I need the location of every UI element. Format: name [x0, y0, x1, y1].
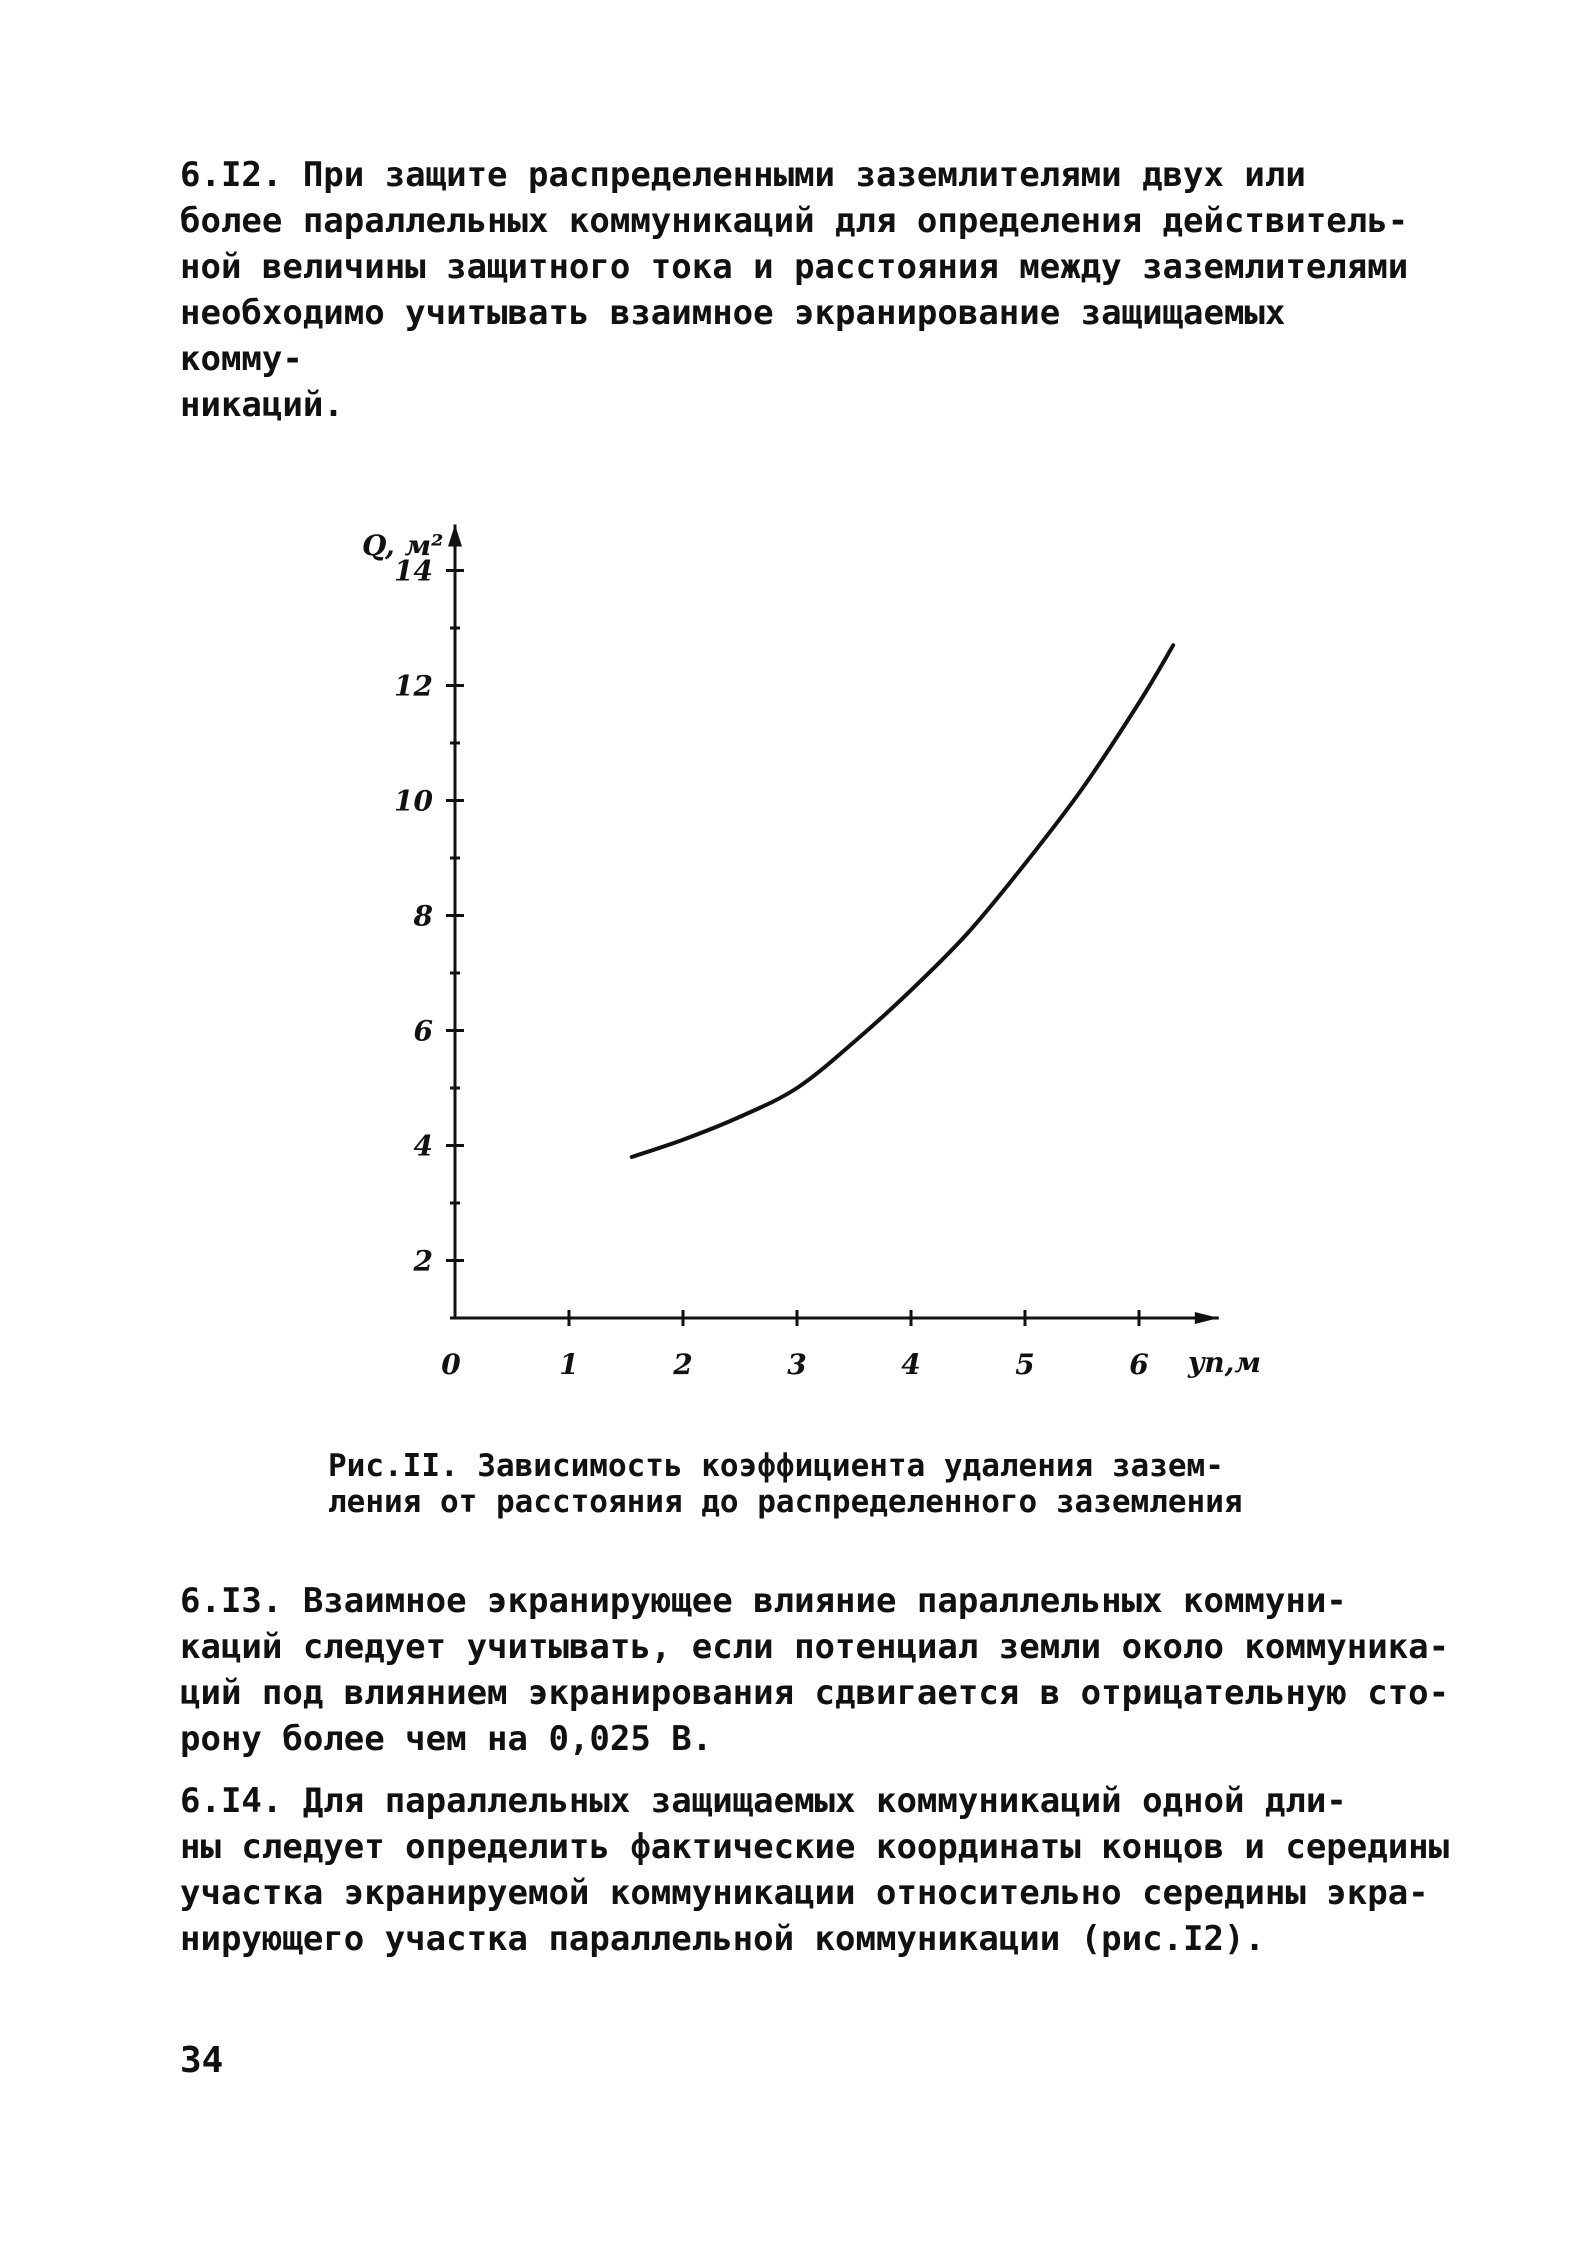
x-tick-label: 0 — [441, 1348, 461, 1381]
chart-axes — [448, 525, 1219, 1325]
y-axis-label: Q, м² — [362, 529, 444, 562]
distance-coefficient-curve — [632, 645, 1173, 1157]
x-tick-label: 2 — [673, 1348, 693, 1381]
y-tick-label: 6 — [413, 1014, 433, 1048]
x-axis-label: yп,м — [1188, 1346, 1261, 1379]
chart-tick-labels — [394, 555, 1149, 1382]
y-tick-label: 2 — [413, 1244, 433, 1278]
y-tick-label: 12 — [394, 669, 433, 703]
paragraph-6-14: 6.I4. Для параллельных защищаемых коммуникаций одной дли- ны следует определить фактические координаты концов и середины участка экранируемой коммуникации относительно середины экра- нирующего участка параллельной коммуникации (рис.I2). — [180, 1781, 1450, 1959]
figure-caption: Рис.II. Зависимость коэффициента удаления зазем- ления от расстояния до распределенного заземления — [328, 1448, 1243, 1520]
paragraph-6-13: 6.I3. Взаимное экранирующее влияние параллельных коммуни- каций следует учитывать, если потенциал земли около коммуника- ций под влиянием экранирования сдвигается в отрицательную сто- рону более чем на 0,025 В. — [180, 1581, 1450, 1759]
x-tick-label: 4 — [901, 1348, 921, 1381]
chart-curve-group — [630, 643, 1175, 1159]
x-tick-label: 5 — [1015, 1348, 1035, 1381]
x-tick-label: 6 — [1129, 1348, 1149, 1381]
x-axis-arrow — [1195, 1312, 1219, 1324]
y-tick-label: 4 — [413, 1129, 433, 1163]
y-tick-label: 14 — [394, 554, 433, 588]
x-tick-label: 3 — [787, 1348, 807, 1381]
x-tick-label: 1 — [559, 1348, 579, 1381]
y-tick-label: 10 — [394, 784, 433, 818]
y-axis-arrow — [448, 525, 462, 547]
chart-ticks — [446, 571, 1139, 1327]
y-tick-label: 8 — [413, 899, 433, 933]
page-number: 34 — [180, 2040, 224, 2081]
paragraph-6-12: 6.I2. При защите распределенными заземлителями двух или более параллельных коммуникаций для определения действитель- ной величины защитного тока и расстояния между заземлителями необходимо учитывать взаимное экранирование защищаемых комму- никаций. — [180, 155, 1409, 425]
